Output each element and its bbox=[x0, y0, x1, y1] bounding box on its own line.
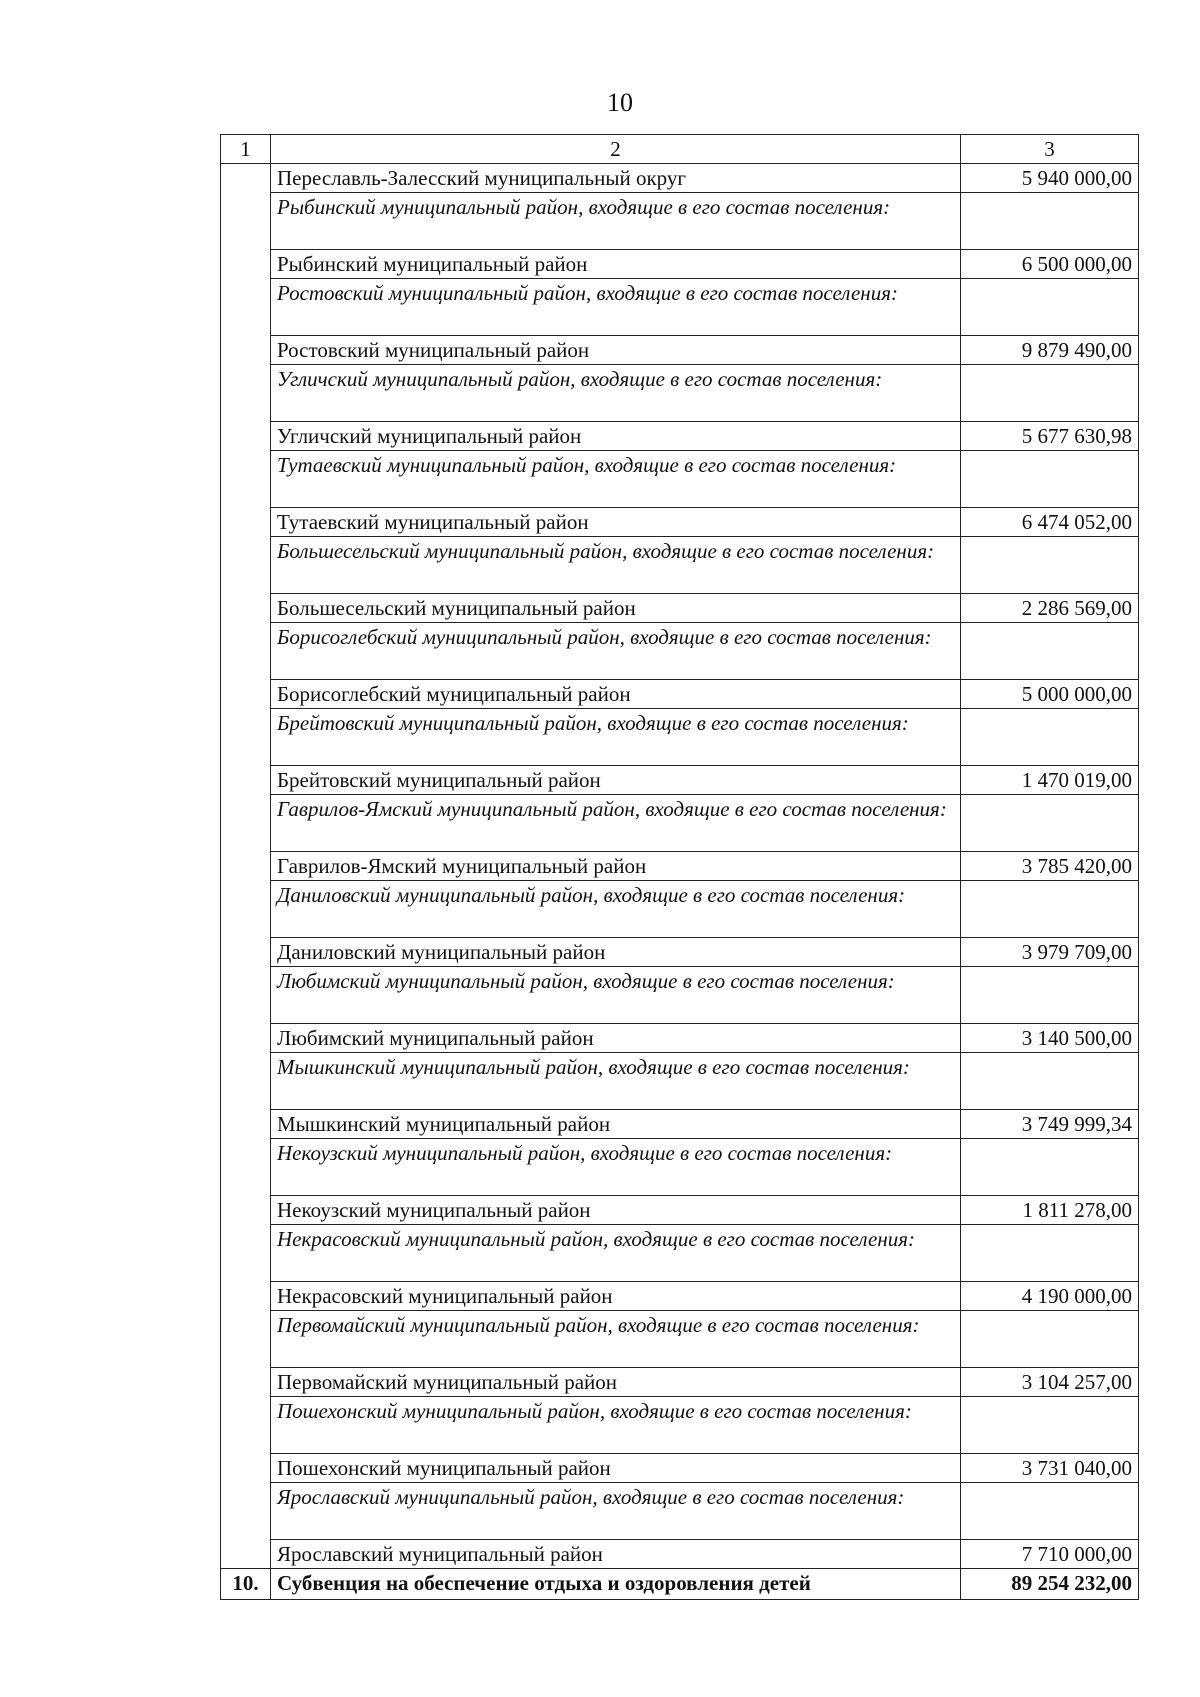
row-amount bbox=[961, 1053, 1139, 1110]
row-name: Любимский муниципальный район bbox=[271, 1024, 961, 1053]
table-body bbox=[221, 164, 1139, 1600]
page-number: 10 bbox=[607, 88, 633, 117]
row-name: Первомайский муниципальный район, входящие в его состав поселения: bbox=[271, 1311, 961, 1368]
table-row bbox=[221, 1483, 1139, 1540]
table-row bbox=[221, 164, 1139, 193]
table-row bbox=[221, 795, 1139, 852]
row-amount: 3 140 500,00 bbox=[961, 1024, 1139, 1053]
row-amount: 4 190 000,00 bbox=[961, 1282, 1139, 1311]
row-name: Переславль-Залесский муниципальный округ bbox=[271, 164, 961, 193]
row-name: Некоузский муниципальный район bbox=[271, 1196, 961, 1225]
table-row bbox=[221, 623, 1139, 680]
table-row bbox=[221, 1311, 1139, 1368]
header-col-2: 2 bbox=[271, 135, 961, 164]
row-name: Мышкинский муниципальный район bbox=[271, 1110, 961, 1139]
row-amount bbox=[961, 1139, 1139, 1196]
table-row bbox=[221, 1454, 1139, 1483]
row-name: Даниловский муниципальный район bbox=[271, 938, 961, 967]
budget-table bbox=[220, 134, 1139, 1600]
row-amount: 5 000 000,00 bbox=[961, 680, 1139, 709]
table-row bbox=[221, 365, 1139, 422]
table-row bbox=[221, 1053, 1139, 1110]
row-name: Некрасовский муниципальный район bbox=[271, 1282, 961, 1311]
table-row bbox=[221, 852, 1139, 881]
row-name: Ярославский муниципальный район bbox=[271, 1540, 961, 1569]
table-row bbox=[221, 1024, 1139, 1053]
row-name: Ростовский муниципальный район, входящие в его состав поселения: bbox=[271, 279, 961, 336]
table-row bbox=[221, 336, 1139, 365]
total-name: Субвенция на обеспечение отдыха и оздоровления детей bbox=[271, 1569, 961, 1600]
table-row bbox=[221, 508, 1139, 537]
row-name: Ярославский муниципальный район, входящие в его состав поселения: bbox=[271, 1483, 961, 1540]
table-row bbox=[221, 279, 1139, 336]
row-name: Брейтовский муниципальный район bbox=[271, 766, 961, 795]
table-header-row bbox=[221, 135, 1139, 164]
row-name: Мышкинский муниципальный район, входящие в его состав поселения: bbox=[271, 1053, 961, 1110]
row-name: Тутаевский муниципальный район, входящие в его состав поселения: bbox=[271, 451, 961, 508]
row-amount: 6 474 052,00 bbox=[961, 508, 1139, 537]
row-amount: 3 785 420,00 bbox=[961, 852, 1139, 881]
header-col-3: 3 bbox=[961, 135, 1139, 164]
row-amount: 3 979 709,00 bbox=[961, 938, 1139, 967]
row-amount bbox=[961, 709, 1139, 766]
row-name: Даниловский муниципальный район, входящие в его состав поселения: bbox=[271, 881, 961, 938]
row-name: Рыбинский муниципальный район, входящие в его состав поселения: bbox=[271, 193, 961, 250]
row-name: Борисоглебский муниципальный район, входящие в его состав поселения: bbox=[271, 623, 961, 680]
row-amount: 6 500 000,00 bbox=[961, 250, 1139, 279]
row-amount bbox=[961, 451, 1139, 508]
row-amount bbox=[961, 1397, 1139, 1454]
row-amount: 1 470 019,00 bbox=[961, 766, 1139, 795]
row-name: Борисоглебский муниципальный район bbox=[271, 680, 961, 709]
row-amount: 3 104 257,00 bbox=[961, 1368, 1139, 1397]
table-row bbox=[221, 537, 1139, 594]
row-amount bbox=[961, 1311, 1139, 1368]
row-amount: 9 879 490,00 bbox=[961, 336, 1139, 365]
table-row bbox=[221, 1139, 1139, 1196]
row-amount bbox=[961, 537, 1139, 594]
row-name: Рыбинский муниципальный район bbox=[271, 250, 961, 279]
table-row bbox=[221, 1368, 1139, 1397]
row-name: Гаврилов-Ямский муниципальный район, входящие в его состав поселения: bbox=[271, 795, 961, 852]
row-amount bbox=[961, 795, 1139, 852]
row-amount bbox=[961, 623, 1139, 680]
row-amount bbox=[961, 365, 1139, 422]
table-row bbox=[221, 938, 1139, 967]
row-amount: 5 940 000,00 bbox=[961, 164, 1139, 193]
row-name: Большесельский муниципальный район, входящие в его состав поселения: bbox=[271, 537, 961, 594]
row-amount bbox=[961, 1483, 1139, 1540]
table-row bbox=[221, 881, 1139, 938]
table-row bbox=[221, 422, 1139, 451]
table-row bbox=[221, 1282, 1139, 1311]
table-row bbox=[221, 967, 1139, 1024]
row-name: Ростовский муниципальный район bbox=[271, 336, 961, 365]
total-row bbox=[221, 1569, 1139, 1600]
row-amount bbox=[961, 881, 1139, 938]
table-row bbox=[221, 1110, 1139, 1139]
row-amount: 5 677 630,98 bbox=[961, 422, 1139, 451]
total-number: 10. bbox=[221, 1569, 271, 1600]
row-number-cell bbox=[221, 164, 271, 1569]
header-col-1: 1 bbox=[221, 135, 271, 164]
row-name: Некрасовский муниципальный район, входящие в его состав поселения: bbox=[271, 1225, 961, 1282]
row-amount: 3 749 999,34 bbox=[961, 1110, 1139, 1139]
table-row bbox=[221, 193, 1139, 250]
row-amount bbox=[961, 279, 1139, 336]
table-row bbox=[221, 1225, 1139, 1282]
table-row bbox=[221, 680, 1139, 709]
table-row bbox=[221, 250, 1139, 279]
total-amount: 89 254 232,00 bbox=[961, 1569, 1139, 1600]
row-amount bbox=[961, 1225, 1139, 1282]
row-name: Тутаевский муниципальный район bbox=[271, 508, 961, 537]
row-name: Пошехонский муниципальный район, входящие в его состав поселения: bbox=[271, 1397, 961, 1454]
row-name: Некоузский муниципальный район, входящие в его состав поселения: bbox=[271, 1139, 961, 1196]
row-amount: 3 731 040,00 bbox=[961, 1454, 1139, 1483]
row-name: Брейтовский муниципальный район, входящие в его состав поселения: bbox=[271, 709, 961, 766]
row-amount: 2 286 569,00 bbox=[961, 594, 1139, 623]
row-amount: 1 811 278,00 bbox=[961, 1196, 1139, 1225]
row-name: Первомайский муниципальный район bbox=[271, 1368, 961, 1397]
table-row bbox=[221, 1196, 1139, 1225]
row-name: Большесельский муниципальный район bbox=[271, 594, 961, 623]
table-row bbox=[221, 1540, 1139, 1569]
row-amount bbox=[961, 967, 1139, 1024]
table-row bbox=[221, 766, 1139, 795]
table-row bbox=[221, 451, 1139, 508]
row-name: Любимский муниципальный район, входящие в его состав поселения: bbox=[271, 967, 961, 1024]
row-amount: 7 710 000,00 bbox=[961, 1540, 1139, 1569]
table-row bbox=[221, 1397, 1139, 1454]
row-name: Пошехонский муниципальный район bbox=[271, 1454, 961, 1483]
row-name: Угличский муниципальный район bbox=[271, 422, 961, 451]
table-row bbox=[221, 709, 1139, 766]
row-amount bbox=[961, 193, 1139, 250]
row-name: Гаврилов-Ямский муниципальный район bbox=[271, 852, 961, 881]
table-row bbox=[221, 594, 1139, 623]
row-name: Угличский муниципальный район, входящие в его состав поселения: bbox=[271, 365, 961, 422]
